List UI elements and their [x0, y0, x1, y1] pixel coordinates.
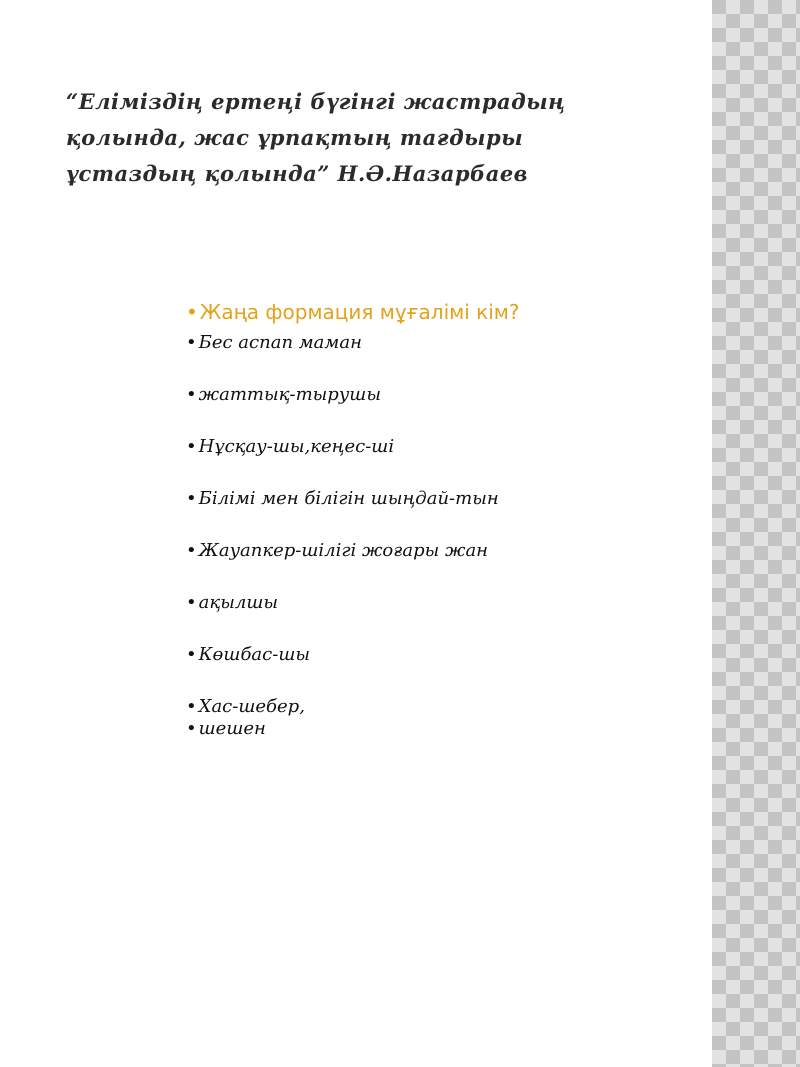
- bullet-icon: •: [186, 332, 197, 353]
- bullet-icon: •: [186, 300, 198, 324]
- list-item: [186, 718, 499, 740]
- bullet-icon: •: [186, 436, 197, 457]
- bullet-icon: •: [186, 384, 197, 405]
- list-item-text: шешен: [198, 718, 266, 739]
- list-item-text: Көшбас-шы: [198, 644, 311, 665]
- quote-block: [66, 84, 626, 192]
- list-item: [186, 488, 499, 510]
- bullet-icon: •: [186, 696, 197, 717]
- list-item-text: ақылшы: [198, 592, 279, 613]
- list-item: [186, 696, 499, 718]
- bullet-icon: •: [186, 592, 197, 613]
- decorative-side-band: [712, 0, 800, 1067]
- bullet-icon: •: [186, 540, 197, 561]
- quote-line: қолында, жас ұрпақтың тағдыры: [66, 125, 524, 150]
- list-item-text: Жауапкер-шілігі жоғары жан: [198, 540, 489, 561]
- list-item: [186, 436, 499, 458]
- list-item-text: жаттық-тырушы: [198, 384, 381, 405]
- list-item-text: Хас-шебер,: [198, 696, 305, 717]
- list-item-text: Нұсқау-шы,кеңес-ші: [198, 436, 395, 457]
- quote-line: ұстаздың қолында” Н.Ә.Назарбаев: [66, 161, 528, 186]
- list-item: [186, 384, 499, 406]
- list-item-text: Білімі мен білігін шыңдай-тын: [198, 488, 499, 509]
- list-item-text: Бес аспап маман: [198, 332, 362, 353]
- quote-line: “Еліміздің ертеңі бүгінгі жастрадың: [66, 89, 566, 114]
- bullet-icon: •: [186, 718, 197, 739]
- question-heading: [186, 300, 519, 324]
- bullet-icon: •: [186, 644, 197, 665]
- bullet-icon: •: [186, 488, 197, 509]
- list-item: [186, 332, 499, 354]
- list-item: [186, 592, 499, 614]
- list-item: [186, 644, 499, 666]
- list-item: [186, 540, 499, 562]
- answer-list: [186, 332, 499, 740]
- question-text: Жаңа формация мұғалімі кім?: [199, 300, 520, 324]
